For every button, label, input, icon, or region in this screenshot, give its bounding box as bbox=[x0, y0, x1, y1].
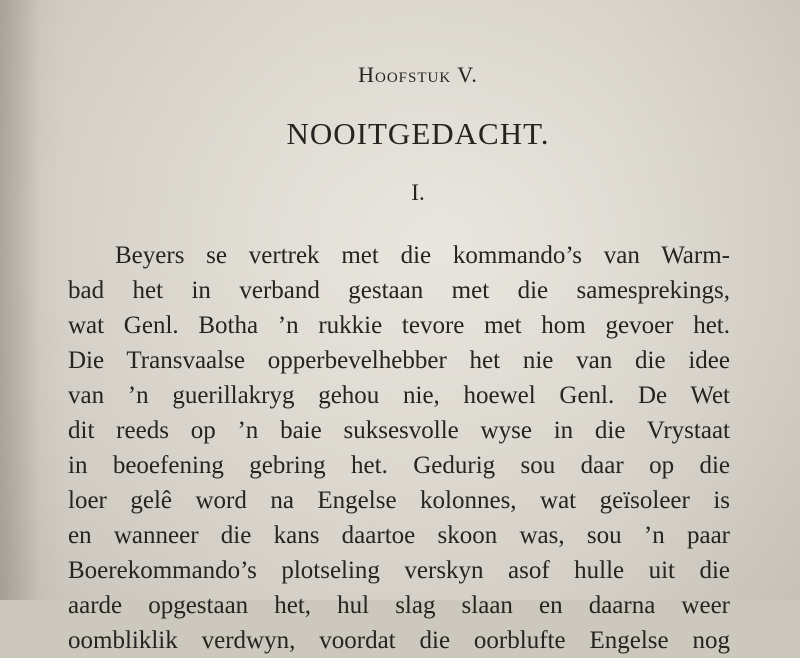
text-line: en wanneer die kans daartoe skoon was, sou ’n paar bbox=[68, 522, 730, 549]
text-line: in beoefening gebring het. Gedurig sou daar op die bbox=[68, 452, 730, 479]
text-line: van ’n guerillakryg gehou nie, hoewel Genl. De Wet bbox=[68, 382, 730, 409]
text-line: Boerekommando’s plotseling verskyn asof hulle uit die bbox=[68, 557, 730, 584]
body-paragraph bbox=[68, 238, 730, 658]
chapter-label bbox=[0, 62, 800, 88]
chapter-label-text: Hoofstuk V. bbox=[358, 62, 478, 87]
text-line: dit reeds op ’n baie suksesvolle wyse in die Vrystaat bbox=[68, 417, 730, 444]
text-line: aarde opgestaan het, hul slag slaan en daarna weer bbox=[68, 592, 730, 619]
text-line: Die Transvaalse opperbevelhebber het nie van die idee bbox=[68, 347, 730, 374]
text-line: Beyers se vertrek met die kommando’s van Warm- bbox=[115, 242, 730, 269]
text-line: wat Genl. Botha ’n rukkie tevore met hom gevoer het. bbox=[68, 312, 730, 339]
text-line: loer gelê word na Engelse kolonnes, wat geïsoleer is bbox=[68, 487, 730, 514]
section-number: I. bbox=[411, 180, 425, 205]
text-line: bad het in verband gestaan met die samesprekings, bbox=[68, 277, 730, 304]
text-line: oombliklik verdwyn, voordat die oorblufte Engelse nog bbox=[68, 627, 730, 654]
chapter-title: NOOITGEDACHT. bbox=[286, 116, 550, 151]
